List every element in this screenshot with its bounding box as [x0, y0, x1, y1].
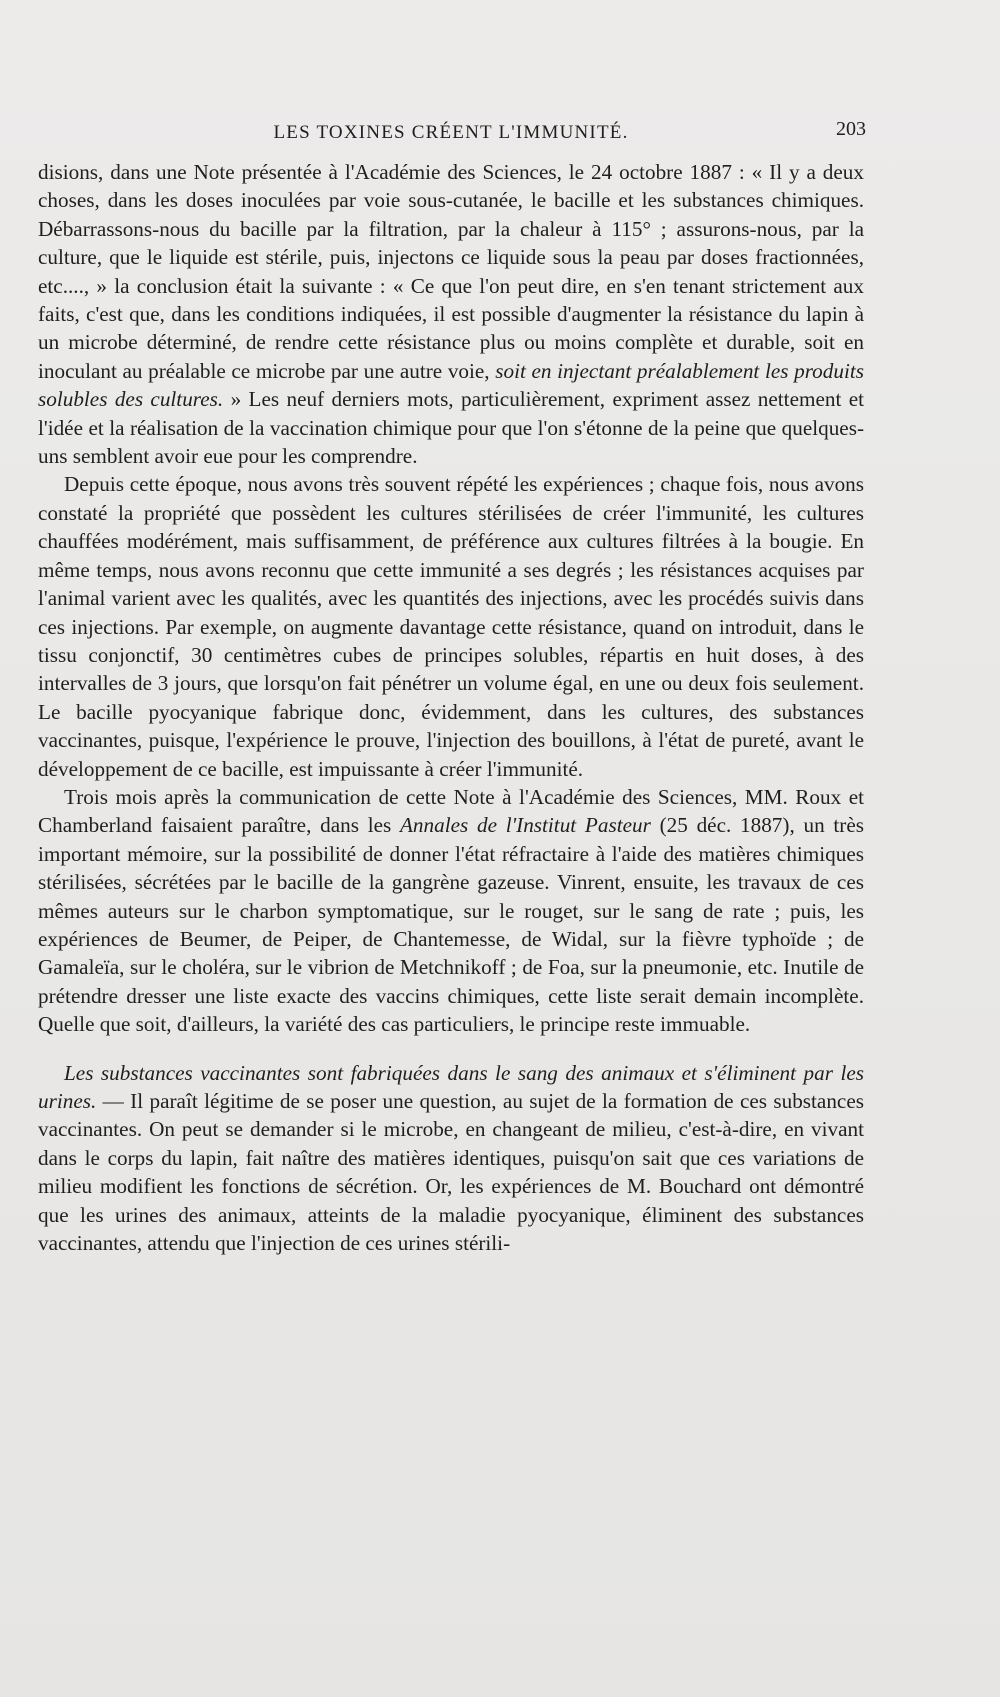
- page-header: [38, 118, 864, 148]
- paragraph-1-italic: soit en injectant préalablement les produits solubles des cultures.: [38, 358, 864, 412]
- page-number: 203: [836, 118, 866, 140]
- body-text: [38, 158, 864, 1257]
- section-heading-italic: Les substances vaccinantes sont fabriquées dans le sang des animaux et s'éliminent par les urines.: [38, 1060, 864, 1113]
- paragraph-4-text: — Il paraît légitime de se poser une question, au sujet de la formation de ces substances vaccinantes. On peut se demander si le microbe, en changeant de milieu, c'est-à-dire, en vivant dans le corps du lapin, fait naître des matières identiques, puisqu'on sait que ces variations de milieu modifient les fonctions de sécrétion. Or, les expériences de M. Bouchard ont démontré que les urines des animaux, atteints de la maladie pyocyanique, éliminent des substances vaccinantes, attendu que l'injection de ces urines stérili-: [38, 1089, 864, 1256]
- paragraph-3: [38, 783, 864, 1039]
- paragraph-4: [38, 1059, 864, 1258]
- paragraph-3-text: Trois mois après la communication de cette Note à l'Académie des Sciences, MM. Roux et Chamberland faisaient paraître, dans les: [38, 784, 864, 838]
- paragraph-1-text-end: » Les neuf derniers mots, particulièrement, expriment assez nettement et l'idée et la réalisation de la vaccination chimique pour que l'on s'étonne de la peine que quelques-uns semblent avoir eue pour les comprendre.: [38, 387, 864, 469]
- paragraph-3-italic: Annales de l'Institut Pasteur: [399, 813, 651, 838]
- paragraph-3-text-end: (25 déc. 1887), un très important mémoire, sur la possibilité de donner l'état réfractaire à l'aide des matières chimiques stérilisées, sécrétées par le bacille de la gangrène gazeuse. Vinrent, ensuite, les travaux de ces mêmes auteurs sur le charbon symptomatique, sur le rouget, sur le sang de rate ; puis, les expériences de Beumer, de Peiper, de Chantemesse, de Widal, sur la fièvre typhoïde ; de Gamaleïa, sur le choléra, sur le vibrion de Metchnikoff ; de Foa, sur la pneumonie, etc. Inutile de prétendre dresser une liste exacte des vaccins chimiques, cette liste serait demain incomplète. Quelle que soit, d'ailleurs, la variété des cas particuliers, le principe reste immuable.: [38, 813, 865, 1037]
- paragraph-1-text: disions, dans une Note présentée à l'Académie des Sciences, le 24 octobre 1887 : « Il y a deux choses, dans les doses inoculées par voie sous-cutanée, le bacille et les substances chimiques. Débarrassons-nous du bacille par la filtration, par la chaleur à 115° ; assurons-nous, par la culture, que le liquide est stérile, puis, injectons ce liquide sous la peau par doses fractionnées, etc...., » la conclusion était la suivante : « Ce que l'on peut dire, en s'en tenant strictement aux faits, c'est que, dans les conditions indiquées, il est possible d'augmenter la résistance du lapin à un microbe déterminé, de rendre cette résistance plus ou moins complète et durable, soit en inoculant au préalable ce microbe par une autre voie,: [38, 160, 864, 383]
- paragraph-2: Depuis cette époque, nous avons très souvent répété les expériences ; chaque fois, nous avons constaté la propriété que possèdent les cultures stérilisées de créer l'immunité, les cultures chauffées modérément, mais suffisamment, de préférence aux cultures filtrées à la bougie. En même temps, nous avons reconnu que cette immunité a ses degrés ; les résistances acquises par l'animal varient avec les qualités, avec les quantités des injections, avec les procédés suivis dans ces injections. Par exemple, on augmente davantage cette résistance, quand on introduit, dans le tissu conjonctif, 30 centimètres cubes de principes solubles, répartis en huit doses, à des intervalles de 3 jours, que lorsqu'on fait pénétrer un volume égal, en une ou deux fois seulement. Le bacille pyocyanique fabrique donc, évidemment, dans les cultures, des substances vaccinantes, puisque, l'expérience le prouve, l'injection des bouillons, à l'état de pureté, avant le développement de ce bacille, est impuissante à créer l'immunité.: [38, 472, 864, 781]
- running-title: LES TOXINES CRÉENT L'IMMUNITÉ.: [273, 122, 629, 143]
- paragraph-1: [38, 158, 864, 470]
